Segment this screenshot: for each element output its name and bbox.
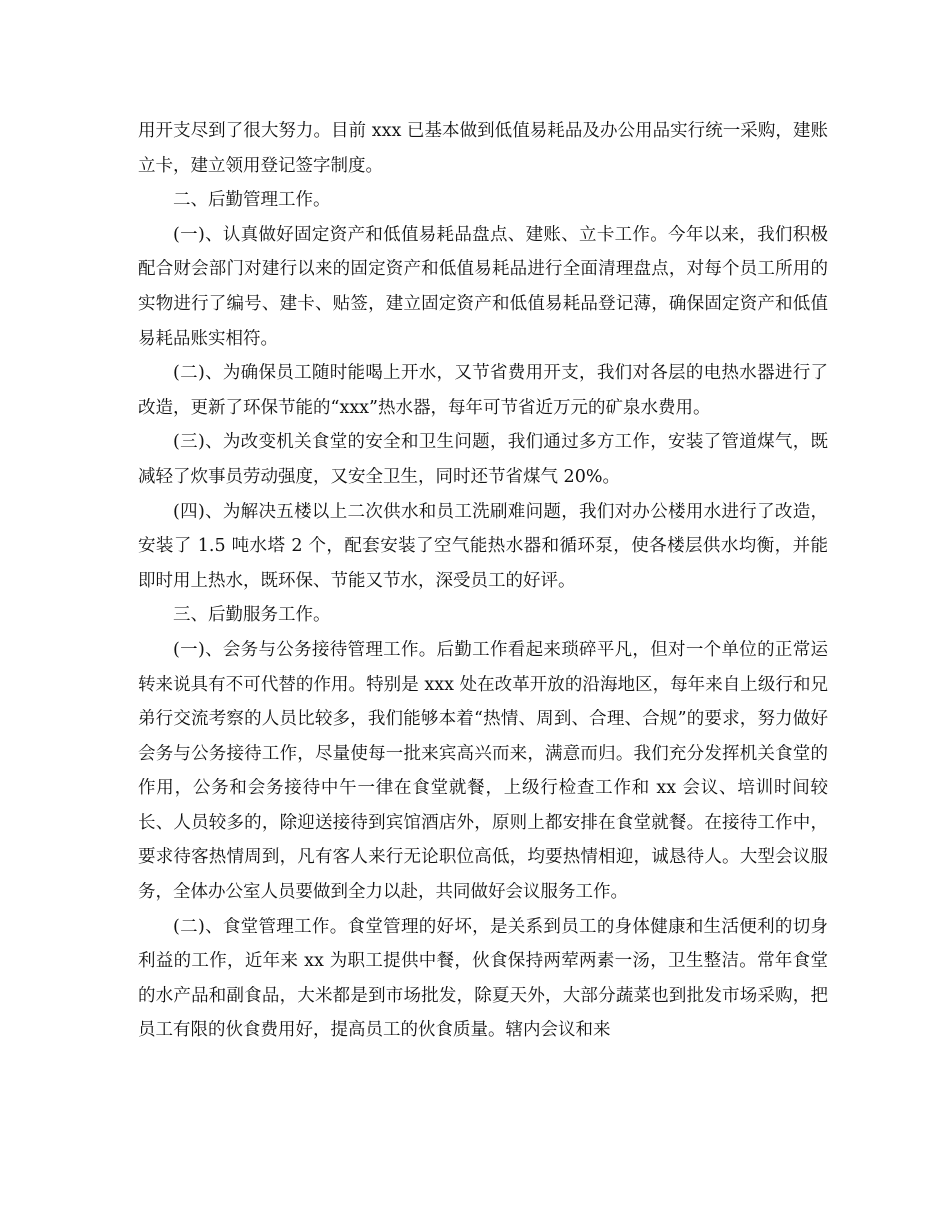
paragraph-canteen-gas: (三)、为改变机关食堂的安全和卫生问题，我们通过多方工作，安装了管道煤气，既减轻了炊事员劳动强度，又安全卫生，同时还节省煤气 20%。	[138, 432, 828, 487]
section-heading-logistics-management: 二、后勤管理工作。	[173, 190, 331, 211]
paragraph-water-supply: (四)、为解决五楼以上二次供水和员工洗刷难问题，我们对办公楼用水进行了改造，安装了 1.5 吨水塔 2 个，配套安装了空气能热水器和循环泵，使各楼层供水均衡，并能即时用上热水，既环保、节能又节水，深受员工的好评。	[138, 501, 828, 591]
paragraph-canteen-management: (二)、食堂管理工作。食堂管理的好坏，是关系到员工的身体健康和生活便利的切身利益的工作，近年来 xx 为职工提供中餐，伙食保持两荤两素一汤，卫生整洁。常年食堂的水产品和副食品，大米都是到市场批发，除夏天外，大部分蔬菜也到批发市场采购，把员工有限的伙食费用好，提高员工的伙食质量。辖内会议和来	[138, 916, 828, 1041]
paragraph-asset-inventory: (一)、认真做好固定资产和低值易耗品盘点、建账、立卡工作。今年以来，我们积极配合财会部门对建行以来的固定资产和低值易耗品进行全面清理盘点，对每个员工所用的实物进行了编号、建卡、贴签，建立固定资产和低值易耗品登记薄，确保固定资产和低值易耗品账实相符。	[138, 224, 828, 349]
section-heading-logistics-service: 三、后勤服务工作。	[173, 605, 331, 626]
paragraph-water-heater: (二)、为确保员工随时能喝上开水，又节省费用开支，我们对各层的电热水器进行了改造，更新了环保节能的“xxx”热水器，每年可节省近万元的矿泉水费用。	[138, 363, 828, 418]
document-body	[138, 114, 828, 1048]
paragraph-reception-management: (一)、会务与公务接待管理工作。后勤工作看起来琐碎平凡，但对一个单位的正常运转来说具有不可代替的作用。特别是 xxx 处在改革开放的沿海地区，每年来自上级行和兄弟行交流考察的人员比较多，我们能够本着“热情、周到、合理、合规”的要求，努力做好会务与公务接待工作，尽量使每一批来宾高兴而来，满意而归。我们充分发挥机关食堂的作用，公务和会务接待中午一律在食堂就餐，上级行检查工作和 xx 会议、培训时间较长、人员较多的，除迎送接待到宾馆酒店外，原则上都安排在食堂就餐。在接待工作中，要求待客热情周到，凡有客人来行无论职位高低，均要热情相迎，诚恳待人。大型会议服务，全体办公室人员要做到全力以赴，共同做好会议服务工作。	[138, 639, 828, 903]
paragraph-procurement-summary: 用开支尽到了很大努力。目前 xxx 已基本做到低值易耗品及办公用品实行统一采购，建账立卡，建立领用登记签字制度。	[138, 121, 828, 176]
